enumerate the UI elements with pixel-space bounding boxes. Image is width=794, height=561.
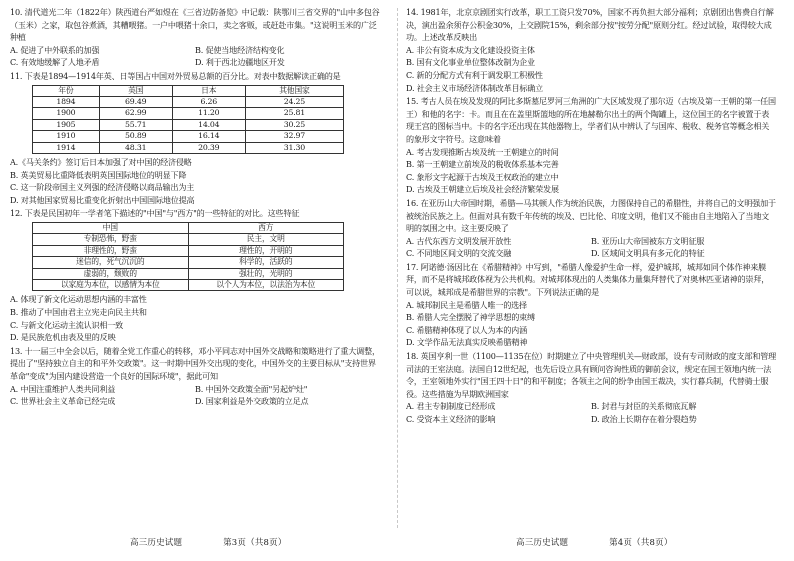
table-header: 年份 [33,85,100,96]
table-header: 日本 [172,85,245,96]
question-10 [10,6,380,69]
footer-title: 高三历史试题 [516,538,569,548]
option-c: C. 不同地区间文明的交流交融 [406,248,512,259]
table-cell: 非理性的，野蛮 [33,245,189,256]
option-c: C. 新的分配方式有利于调发职工积极性 [406,69,543,80]
option-d: D. 政治上长期存在着分裂趋势 [591,414,697,424]
option-d: D. 区域间文明具有多元化的特征 [591,248,705,259]
table-cell: 虚弱的，颓败的 [33,268,189,279]
question-stem: 18. 英国亨利一世（1100—1135在位）时期建立了中央管理机关—财政部，设有专司财政的度支部和管理司法的王室法庭。法国自12世纪起，也先后设立具有顾问咨询性质的御前会议，规定在国王领地内统一法令，王室领地外实行"国王四十日"的和平制度；各领主之间的纷争由国王裁决，实行暮兵制，代替骑士服役。这些措施为早期欧洲国家 [406,351,776,399]
table-cell: 30.25 [245,119,343,130]
table-row [33,268,344,279]
table-row [33,245,344,256]
footer-page-number: 第3页（共8页） [223,538,287,548]
table-cell: 专制恐怖，野蛮 [33,234,189,245]
table-cell: 25.81 [245,108,343,119]
question-stem: 15. 考古人员在埃及发现的阿比多斯墓尼罗河三角洲的广大区域发现了那尔迈（古埃及第一王朝的第一任国王）和他的名字：卡。而且在在盖里斯篮地的所在地赫勒尔出土的两个陶罐上，这位国王的名字被置于表现王宫的图标当中。卡的名字还出现在其他器物上，学者们从中辨认了与国库、税收、税务官等概念相关的象形文字符号。这意味着 [406,96,776,144]
option-b: B. 促使当地经济结构变化 [195,44,285,55]
question-16 [406,197,776,260]
option-a: A. 考古发现推断古埃及统一王朝建立的时间 [406,146,559,157]
table-cell: 50.89 [99,131,172,142]
footer-title: 高三历史试题 [130,538,183,548]
table-row [33,280,344,291]
question-14 [406,6,776,94]
option-c: C. 受资本主义经济的影响 [406,414,496,424]
question-stem: 10. 清代道光二年（1822年）陕西道台严如煜在《三省边防备览》中记载：陕鄂川三省交界的"山中多包谷（玉米）之家，取包谷煮酒，其糟喂猪。一户中喂猪十余口，卖之客贩，或赶赴市集。"这说明玉米的广泛种植 [10,7,380,43]
question-stem: 14. 1981年，北京京剧团实行改革，职工工资只发70%，国家不再负担大部分福利；京剧团出售费自行解决，演出盈余须存公积金30%，上交剧院15%，剩余部分按"按劳分配"原则分红。经过试验，取得较大成功。上述改革反映出 [406,7,774,43]
option-d: D. 社会主义市场经济体制改革目标确立 [406,82,544,93]
question-18 [406,350,776,426]
table-header: 其他国家 [245,85,343,96]
table-row [33,234,344,245]
table-header: 中国 [33,222,189,233]
question-17 [406,261,776,349]
option-c: C. 与新文化运动主流认识相一致 [10,319,124,330]
table-cell: 科学的，活跃的 [188,257,344,268]
option-a: A. 城邦制民主是希腊人唯一的选择 [406,299,527,310]
left-footer [130,536,287,548]
question-stem: 12. 下表是民国初年一学者笔下描述的"中国"与"西方"的一些特征的对比。这些特征 [10,208,300,219]
option-d: D. 古埃及王朝建立后埃及社会经济繁荣发展 [406,184,559,195]
option-a: A. 君主专制制度已经形成 [406,401,496,412]
right-footer [516,536,673,548]
table-cell: 强壮的，光明的 [188,268,344,279]
question-stem: 17. 阿诺德·汤因比在《希腊精神》中写到，"希腊人像爱护生命一样，爱护城邦，城邦如同个体作神来膜拜，而不是将城邦政体视为公共机构。对城邦体现出的人类集体力量集拜替代了对奥林匹亚诸神的崇拜，可以说，城邦成是希腊世界的宗教"。下列说法正确的是 [406,261,770,298]
option-b: B. 推动了中国由君主立宪走向民主共和 [10,307,147,317]
table-cell: 14.04 [172,119,245,130]
option-b: B. 第一王朝建立前埃及的税收体系基本完善 [406,159,559,170]
table-row [33,108,344,119]
question-11 [10,70,380,206]
table-cell: 1910 [33,131,100,142]
option-a: A. 体现了新文化运动思想内涵的丰富性 [10,294,147,305]
table-header: 西方 [188,222,344,233]
question-stem: 11. 下表是1894—1914年英、日等国占中国对外贸易总额的百分比。对表中数据解读正确的是 [10,70,341,81]
option-c: C. 有效地缓解了人地矛盾 [10,57,100,68]
option-b: B. 封君与封臣的关系彻底瓦解 [591,401,697,412]
table-row [33,96,344,107]
table-cell: 16.14 [172,131,245,142]
table-cell: 55.71 [99,119,172,130]
option-b: B. 希腊人完全摆脱了神学思想的束缚 [406,312,535,323]
option-b: B. 亚历山大帝国被东方文明征服 [591,235,705,246]
table-cell: 1905 [33,119,100,130]
table-cell: 以家庭为本位，以感情为本位 [33,280,189,291]
option-a: A. 非公有资本成为文化建设投资主体 [406,44,535,55]
option-a: A. 中国注重维护人类共同利益 [10,383,116,394]
comparison-table [32,222,344,291]
question-15 [406,95,776,196]
option-d: D. 文学作品无法真实反映希腊精神 [406,337,528,348]
table-cell: 11.20 [172,108,245,119]
table-cell: 1900 [33,108,100,119]
question-13 [10,345,380,408]
table-row [33,131,344,142]
option-c: C. 象形文字起源于古埃及王权政治的建立中 [406,171,559,182]
table-cell: 6.26 [172,96,245,107]
table-cell: 理性的，开明的 [188,245,344,256]
option-b: B. 国有文化事业单位整体改制为企业 [406,57,535,68]
option-d: D. 利于西北边疆地区开发 [195,57,285,68]
option-c: C. 世界社会主义革命已经完成 [10,396,116,407]
table-cell: 20.39 [172,142,245,153]
table-cell: 1914 [33,142,100,153]
table-cell: 以个人为本位，以法治为本位 [188,280,344,291]
table-cell: 24.25 [245,96,343,107]
table-row [33,142,344,153]
table-cell: 1894 [33,96,100,107]
trade-table [32,85,344,154]
option-d: D. 国家利益是外交政策的立足点 [195,396,309,407]
option-a: A. 促进了中外联系的加强 [10,44,100,55]
table-cell: 民主，文明 [188,234,344,245]
page-divider [397,8,398,528]
table-cell: 迷信的，死气沉沉的 [33,257,189,268]
option-a: A.《马关条约》签订后日本加强了对中国的经济侵略 [10,157,192,167]
left-page [10,6,380,524]
option-b: B. 英美贸易比重降低表明英国国际地位的明显下降 [10,169,187,180]
table-cell: 31.30 [245,142,343,153]
question-stem: 13. 十一届三中全会以后，随着全党工作重心的转移，邓小平同志对中国外交战略和策略进行了重大调整，提出了"坚持独立自主的和平外交政策"。这一时期中国外交出现的变化，中国外交的主要目标从"支持世界革命"变成"为国内建设营造一个良好的国际环境"，据此可知 [10,345,380,381]
table-cell: 69.49 [99,96,172,107]
option-c: C. 这一阶段帝国主义列强的经济侵略以商品输出为主 [10,182,195,193]
right-page [406,6,776,524]
table-row [33,257,344,268]
table-header-row [33,85,344,96]
question-12 [10,207,380,343]
table-cell: 48.31 [99,142,172,153]
option-d: D. 是民族危机由表及里的反映 [10,332,116,343]
table-cell: 32.97 [245,131,343,142]
footer-page-number: 第4页（共8页） [609,538,673,548]
table-header-row [33,222,344,233]
table-row [33,119,344,130]
option-a: A. 古代东西方文明发展开放性 [406,235,512,246]
question-stem: 16. 在亚历山大帝国时期，希腊—马其顿人作为统治民族，力图保持自己的希腊性，并将自己的文明强加于被统治民族之上。但面对具有数千年传统的埃及、巴比伦、印度文明，他们又不能由自主地陷入了当地文明的氛围之中。这主要反映了 [406,197,776,234]
table-header: 英国 [99,85,172,96]
option-b: B. 中国外交政策全面"另起炉灶" [195,383,308,394]
option-c: C. 希腊精神体现了以人为本的内涵 [406,324,527,335]
table-cell: 62.99 [99,108,172,119]
option-d: D. 对其他国家贸易比重变化折射出中国国际地位提高 [10,194,195,205]
